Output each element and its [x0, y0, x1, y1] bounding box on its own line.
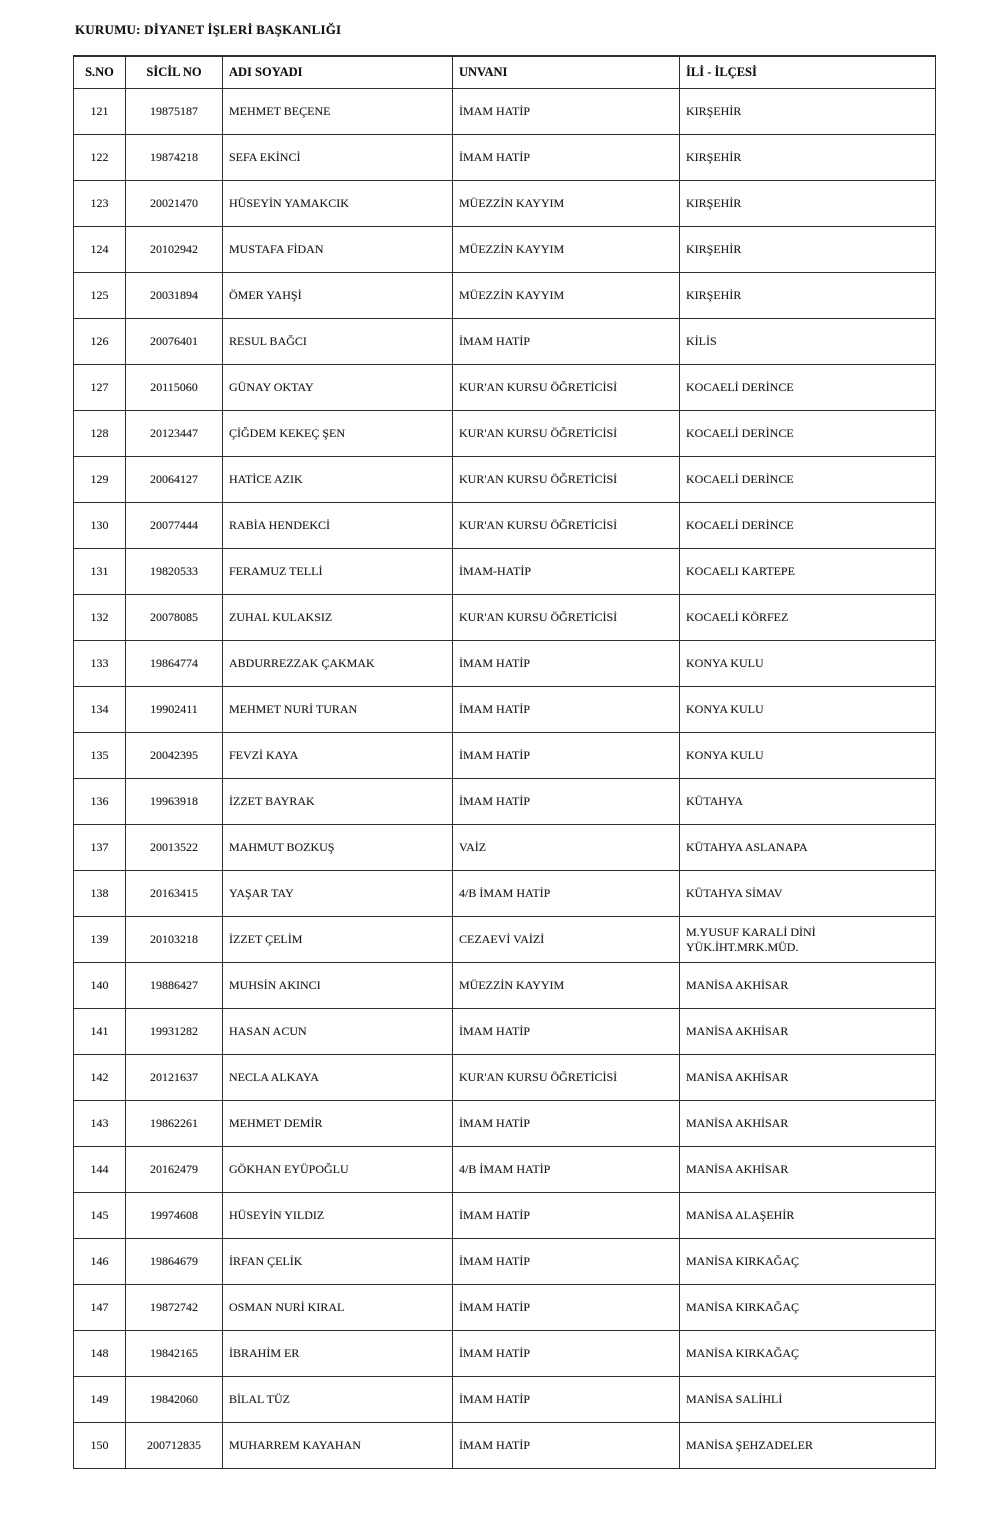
cell-sno: 147: [74, 1285, 126, 1331]
table-row: [74, 1239, 936, 1285]
cell-unvan: İMAM HATİP: [453, 733, 680, 779]
table-row: [74, 503, 936, 549]
cell-sno: 146: [74, 1239, 126, 1285]
cell-unvan: KUR'AN KURSU ÖĞRETİCİSİ: [453, 1055, 680, 1101]
cell-sicil: 20077444: [126, 503, 223, 549]
column-header-unvan: UNVANI: [453, 56, 680, 89]
cell-sno: 138: [74, 871, 126, 917]
cell-sno: 145: [74, 1193, 126, 1239]
cell-il: KOCAELI KARTEPE: [680, 549, 936, 595]
cell-sicil: 19931282: [126, 1009, 223, 1055]
cell-sicil: 19842165: [126, 1331, 223, 1377]
cell-sicil: 20076401: [126, 319, 223, 365]
cell-ad: MUHSİN AKINCI: [223, 963, 453, 1009]
cell-il: MANİSA AKHİSAR: [680, 963, 936, 1009]
cell-unvan: KUR'AN KURSU ÖĞRETİCİSİ: [453, 457, 680, 503]
cell-sicil: 20013522: [126, 825, 223, 871]
cell-ad: ÖMER YAHŞİ: [223, 273, 453, 319]
table-row: [74, 1285, 936, 1331]
cell-il: MANİSA KIRKAĞAÇ: [680, 1285, 936, 1331]
cell-sno: 142: [74, 1055, 126, 1101]
cell-ad: OSMAN NURİ KIRAL: [223, 1285, 453, 1331]
table-row: [74, 549, 936, 595]
cell-ad: İZZET BAYRAK: [223, 779, 453, 825]
cell-ad: İZZET ÇELİM: [223, 917, 453, 963]
column-header-sno: S.NO: [74, 56, 126, 89]
table-row: [74, 135, 936, 181]
cell-ad: MEHMET DEMİR: [223, 1101, 453, 1147]
cell-ad: HATİCE AZIK: [223, 457, 453, 503]
header-row: [74, 56, 936, 89]
table-row: [74, 963, 936, 1009]
cell-sno: 136: [74, 779, 126, 825]
cell-sno: 134: [74, 687, 126, 733]
cell-unvan: MÜEZZİN KAYYIM: [453, 181, 680, 227]
cell-il: MANİSA AKHİSAR: [680, 1009, 936, 1055]
cell-sno: 148: [74, 1331, 126, 1377]
cell-sicil: 19875187: [126, 89, 223, 135]
cell-ad: YAŞAR TAY: [223, 871, 453, 917]
cell-sicil: 19820533: [126, 549, 223, 595]
table-row: [74, 457, 936, 503]
table-row: [74, 1055, 936, 1101]
cell-sicil: 19862261: [126, 1101, 223, 1147]
cell-il: KONYA KULU: [680, 641, 936, 687]
cell-sno: 140: [74, 963, 126, 1009]
cell-sicil: 20123447: [126, 411, 223, 457]
cell-ad: BİLAL TÜZ: [223, 1377, 453, 1423]
cell-unvan: İMAM HATİP: [453, 1239, 680, 1285]
cell-ad: MEHMET BEÇENE: [223, 89, 453, 135]
cell-sicil: 200712835: [126, 1423, 223, 1469]
table-row: [74, 1009, 936, 1055]
cell-il: KÜTAHYA SİMAV: [680, 871, 936, 917]
cell-sno: 143: [74, 1101, 126, 1147]
cell-unvan: KUR'AN KURSU ÖĞRETİCİSİ: [453, 595, 680, 641]
table-row: [74, 273, 936, 319]
cell-il: MANİSA KIRKAĞAÇ: [680, 1331, 936, 1377]
cell-sno: 135: [74, 733, 126, 779]
cell-il: KIRŞEHİR: [680, 89, 936, 135]
cell-ad: ABDURREZZAK ÇAKMAK: [223, 641, 453, 687]
cell-il: KÜTAHYA: [680, 779, 936, 825]
table-row: [74, 641, 936, 687]
cell-sno: 144: [74, 1147, 126, 1193]
cell-il: MANİSA SALİHLİ: [680, 1377, 936, 1423]
cell-unvan: İMAM HATİP: [453, 687, 680, 733]
cell-sicil: 19902411: [126, 687, 223, 733]
cell-il: KONYA KULU: [680, 733, 936, 779]
cell-sno: 139: [74, 917, 126, 963]
table-row: [74, 227, 936, 273]
table-row: [74, 595, 936, 641]
cell-il: KOCAELİ DERİNCE: [680, 457, 936, 503]
cell-unvan: 4/B İMAM HATİP: [453, 871, 680, 917]
table-row: [74, 1147, 936, 1193]
cell-il: KOCAELİ DERİNCE: [680, 365, 936, 411]
cell-ad: İBRAHİM ER: [223, 1331, 453, 1377]
cell-unvan: İMAM HATİP: [453, 1423, 680, 1469]
cell-sno: 133: [74, 641, 126, 687]
column-header-ad: ADI SOYADI: [223, 56, 453, 89]
cell-sno: 123: [74, 181, 126, 227]
cell-ad: GÖKHAN EYÜPOĞLU: [223, 1147, 453, 1193]
cell-ad: ÇİĞDEM KEKEÇ ŞEN: [223, 411, 453, 457]
cell-unvan: MÜEZZİN KAYYIM: [453, 227, 680, 273]
cell-ad: ZUHAL KULAKSIZ: [223, 595, 453, 641]
cell-ad: İRFAN ÇELİK: [223, 1239, 453, 1285]
cell-ad: FEVZİ KAYA: [223, 733, 453, 779]
table-row: [74, 1101, 936, 1147]
cell-unvan: KUR'AN KURSU ÖĞRETİCİSİ: [453, 503, 680, 549]
cell-sno: 150: [74, 1423, 126, 1469]
cell-sno: 149: [74, 1377, 126, 1423]
cell-unvan: İMAM HATİP: [453, 1009, 680, 1055]
table-row: [74, 411, 936, 457]
table-row: [74, 181, 936, 227]
cell-sno: 129: [74, 457, 126, 503]
cell-il: KIRŞEHİR: [680, 227, 936, 273]
cell-sicil: 20121637: [126, 1055, 223, 1101]
cell-ad: HASAN ACUN: [223, 1009, 453, 1055]
table-row: [74, 1377, 936, 1423]
cell-sno: 132: [74, 595, 126, 641]
cell-sicil: 20042395: [126, 733, 223, 779]
cell-il: MANİSA ŞEHZADELER: [680, 1423, 936, 1469]
cell-ad: FERAMUZ TELLİ: [223, 549, 453, 595]
cell-unvan: 4/B İMAM HATİP: [453, 1147, 680, 1193]
table-row: [74, 917, 936, 963]
table-row: [74, 1193, 936, 1239]
table-row: [74, 319, 936, 365]
cell-il: MANİSA AKHİSAR: [680, 1101, 936, 1147]
cell-unvan: MÜEZZİN KAYYIM: [453, 273, 680, 319]
cell-il: M.YUSUF KARALİ DİNİ YÜK.İHT.MRK.MÜD.: [680, 917, 936, 963]
table-row: [74, 687, 936, 733]
table-row: [74, 779, 936, 825]
cell-sicil: 20078085: [126, 595, 223, 641]
cell-il: KÜTAHYA ASLANAPA: [680, 825, 936, 871]
cell-sicil: 19974608: [126, 1193, 223, 1239]
cell-unvan: CEZAEVİ VAİZİ: [453, 917, 680, 963]
cell-unvan: İMAM HATİP: [453, 779, 680, 825]
cell-unvan: İMAM HATİP: [453, 1331, 680, 1377]
column-header-sicil: SİCİL NO: [126, 56, 223, 89]
cell-sno: 128: [74, 411, 126, 457]
cell-unvan: İMAM HATİP: [453, 1101, 680, 1147]
cell-unvan: KUR'AN KURSU ÖĞRETİCİSİ: [453, 365, 680, 411]
table-row: [74, 1423, 936, 1469]
cell-unvan: İMAM HATİP: [453, 319, 680, 365]
cell-sno: 130: [74, 503, 126, 549]
cell-il: KOCAELİ DERİNCE: [680, 503, 936, 549]
cell-sno: 122: [74, 135, 126, 181]
cell-sicil: 19886427: [126, 963, 223, 1009]
cell-ad: RESUL BAĞCI: [223, 319, 453, 365]
cell-sno: 127: [74, 365, 126, 411]
cell-il: MANİSA KIRKAĞAÇ: [680, 1239, 936, 1285]
cell-sno: 126: [74, 319, 126, 365]
cell-sicil: 19872742: [126, 1285, 223, 1331]
cell-unvan: İMAM HATİP: [453, 135, 680, 181]
cell-unvan: VAİZ: [453, 825, 680, 871]
cell-sicil: 20064127: [126, 457, 223, 503]
cell-sicil: 20103218: [126, 917, 223, 963]
cell-il: MANİSA AKHİSAR: [680, 1147, 936, 1193]
cell-sno: 121: [74, 89, 126, 135]
cell-il: KIRŞEHİR: [680, 181, 936, 227]
cell-unvan: İMAM HATİP: [453, 89, 680, 135]
cell-sicil: 19864774: [126, 641, 223, 687]
table-row: [74, 825, 936, 871]
cell-unvan: İMAM HATİP: [453, 1285, 680, 1331]
cell-unvan: İMAM HATİP: [453, 1377, 680, 1423]
cell-il: MANİSA ALAŞEHİR: [680, 1193, 936, 1239]
cell-sno: 124: [74, 227, 126, 273]
cell-ad: SEFA EKİNCİ: [223, 135, 453, 181]
cell-sicil: 20102942: [126, 227, 223, 273]
cell-sicil: 20031894: [126, 273, 223, 319]
table-row: [74, 871, 936, 917]
cell-ad: HÜSEYİN YAMAKCIK: [223, 181, 453, 227]
cell-sicil: 19842060: [126, 1377, 223, 1423]
cell-ad: NECLA ALKAYA: [223, 1055, 453, 1101]
cell-ad: MUSTAFA FİDAN: [223, 227, 453, 273]
cell-sicil: 19864679: [126, 1239, 223, 1285]
cell-ad: RABİA HENDEKCİ: [223, 503, 453, 549]
cell-il: KIRŞEHİR: [680, 273, 936, 319]
cell-unvan: MÜEZZİN KAYYIM: [453, 963, 680, 1009]
cell-sno: 131: [74, 549, 126, 595]
cell-il: KIRŞEHİR: [680, 135, 936, 181]
cell-ad: MAHMUT BOZKUŞ: [223, 825, 453, 871]
cell-sicil: 20162479: [126, 1147, 223, 1193]
document-title: KURUMU: DİYANET İŞLERİ BAŞKANLIĞI: [75, 22, 342, 37]
table-row: [74, 1331, 936, 1377]
cell-sicil: 19963918: [126, 779, 223, 825]
cell-unvan: İMAM-HATİP: [453, 549, 680, 595]
column-header-il: İLİ - İLÇESİ: [680, 56, 936, 89]
cell-sicil: 20163415: [126, 871, 223, 917]
cell-unvan: KUR'AN KURSU ÖĞRETİCİSİ: [453, 411, 680, 457]
cell-sno: 125: [74, 273, 126, 319]
cell-sicil: 20021470: [126, 181, 223, 227]
cell-il: KONYA KULU: [680, 687, 936, 733]
cell-sicil: 19874218: [126, 135, 223, 181]
cell-sno: 141: [74, 1009, 126, 1055]
table-body: [74, 89, 936, 1469]
cell-il: KİLİS: [680, 319, 936, 365]
table-row: [74, 733, 936, 779]
table-row: [74, 89, 936, 135]
cell-sicil: 20115060: [126, 365, 223, 411]
table-row: [74, 365, 936, 411]
cell-sno: 137: [74, 825, 126, 871]
cell-ad: HÜSEYİN YILDIZ: [223, 1193, 453, 1239]
cell-ad: GÜNAY OKTAY: [223, 365, 453, 411]
cell-ad: MUHARREM KAYAHAN: [223, 1423, 453, 1469]
cell-il: KOCAELİ DERİNCE: [680, 411, 936, 457]
cell-unvan: İMAM HATİP: [453, 1193, 680, 1239]
cell-il: MANİSA AKHİSAR: [680, 1055, 936, 1101]
table-header: [74, 56, 936, 89]
cell-il: KOCAELİ KÖRFEZ: [680, 595, 936, 641]
cell-unvan: İMAM HATİP: [453, 641, 680, 687]
cell-ad: MEHMET NURİ TURAN: [223, 687, 453, 733]
personnel-table: [73, 55, 936, 1469]
